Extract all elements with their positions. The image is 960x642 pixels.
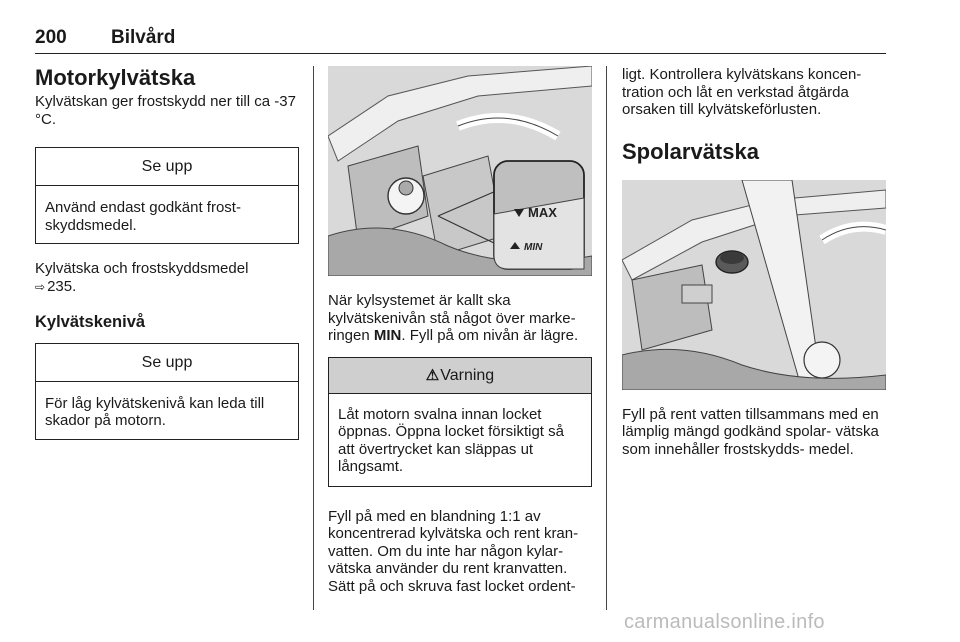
engine-bay-illustration (328, 66, 592, 276)
caution-heading: Se upp (36, 344, 298, 382)
caution-body: För låg kylvätskenivå kan leda till skador på motorn. (45, 394, 265, 429)
washer-reservoir-image (622, 180, 886, 390)
caution-body: Använd endast godkänt frost- skyddsmedel. (45, 199, 241, 234)
reference-page: 235. (47, 277, 77, 295)
heading-coolant: Motorkylvätska (35, 65, 196, 90)
warning-body: Låt motorn svalna innan locket öppnas. Öppna locket försiktigt så att övertrycket kan släppas ut långsamt. (338, 405, 564, 475)
warning-triangle-icon: ⚠ (425, 366, 440, 384)
engine-bay-washer-illustration (622, 180, 886, 390)
page-header (35, 26, 886, 54)
washer-fluid-text: Fyll på rent vatten tillsammans med en lämplig mängd godkänd spolar- vätska som innehåller frostskydds- medel. (622, 405, 879, 458)
min-mark-label: MIN (524, 242, 543, 253)
heading-washer-fluid: Spolarvätska (622, 138, 759, 164)
page-reference-icon: ⇨ (35, 279, 46, 294)
coolant-reservoir-image (328, 66, 592, 276)
max-mark-label: MAX (528, 205, 557, 220)
warning-box (328, 357, 592, 487)
column-divider (313, 66, 314, 610)
refill-instructions: Fyll på med en blandning 1:1 av koncentrerad kylvätska och rent kran- vatten. Om du inte har någon kylar- vätska använder du rent kranvatten. Sätt på och skruva fast locket ordent- (328, 507, 579, 595)
reference-text: Kylvätska och frostskyddsmedel (35, 260, 249, 277)
warning-heading: ⚠Varning (329, 358, 591, 394)
coolant-level-text: När kylsystemet är kallt ska kylvätskenivån stå något över marke- ringen MIN. Fyll på om nivån är lägre. (328, 292, 579, 344)
caution-box (35, 147, 299, 244)
reference-paragraph (35, 260, 299, 296)
page-number: 200 (35, 27, 67, 48)
watermark: carmanualsonline.info (624, 611, 825, 633)
caution-heading: Se upp (36, 148, 298, 186)
caution-box (35, 343, 299, 440)
section-title: Bilvård (111, 27, 176, 48)
intro-text: Kylvätskan ger frostskydd ner till ca -37 °C. (35, 93, 296, 128)
column-3 (622, 66, 886, 458)
column-1 (35, 66, 299, 440)
heading-coolant-level: Kylvätskenivå (35, 313, 146, 331)
continued-text: ligt. Kontrollera kylvätskans koncen- tration och låt en verkstad åtgärda orsaken till kylvätskeförlusten. (622, 66, 862, 118)
column-divider (606, 66, 607, 610)
column-2 (328, 66, 592, 595)
